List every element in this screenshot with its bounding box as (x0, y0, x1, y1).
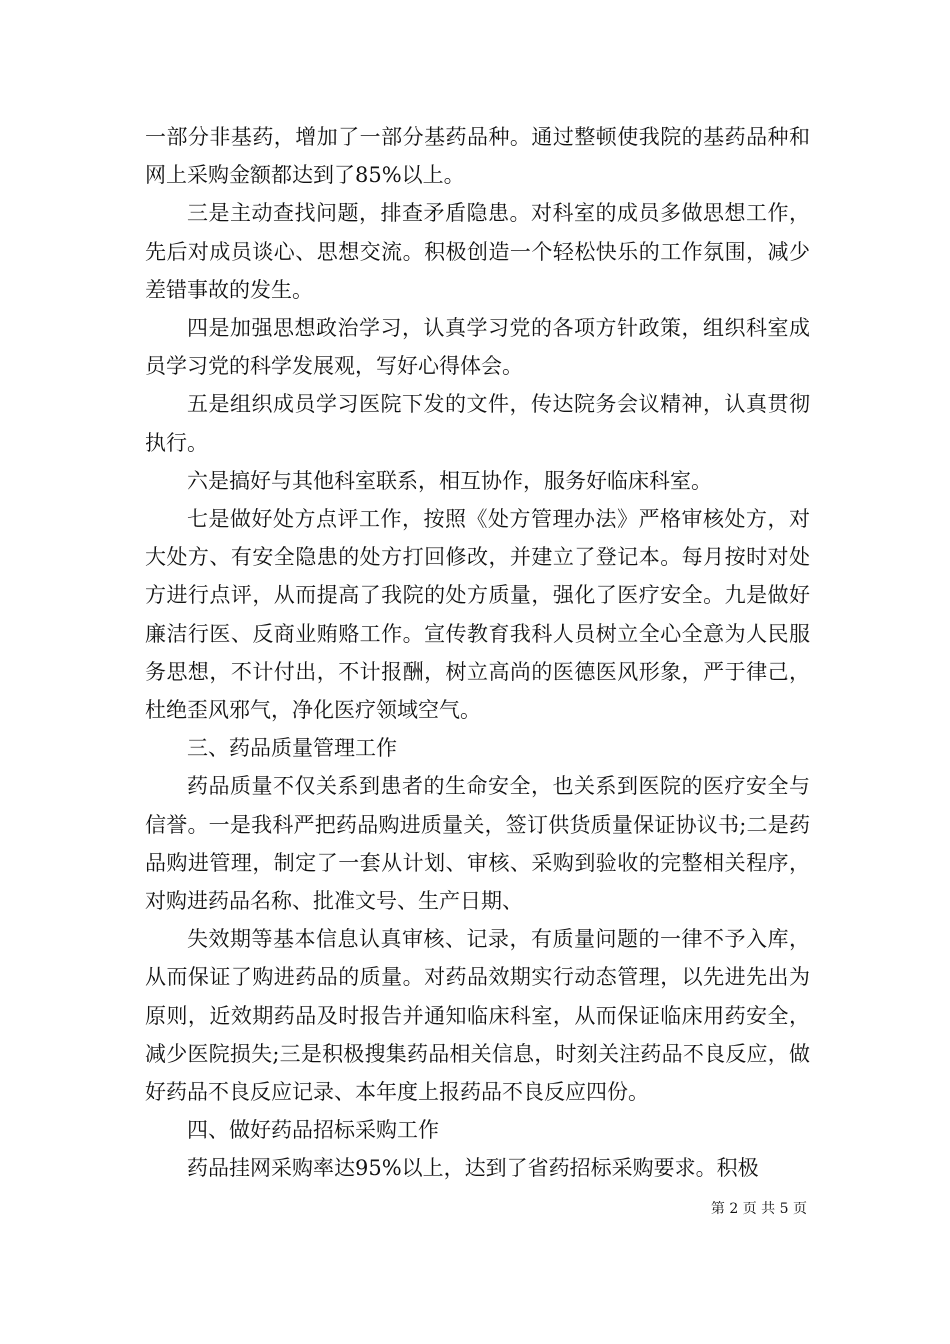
paragraph-5: 六是搞好与其他科室联系，相互协作，服务好临床科室。 (187, 468, 712, 493)
paragraph-6: 七是做好处方点评工作，按照《处方管理办法》严格审核处方，对大处方、有安全隐患的处方打回修改，并建立了登记本。每月按时对处方进行点评，从而提高了我院的处方质量，强化了医疗安全。九是做好廉洁行医、反商业贿赂工作。宣传教育我科人员树立全心全意为人民服务思想，不计付出，不计报酬，树立高尚的医德医风形象，严于律己，杜绝歪风邪气，净化医疗领域空气。 (145, 507, 810, 723)
paragraph-8: 药品质量不仅关系到患者的生命安全，也关系到医院的医疗安全与信誉。一是我科严把药品购进质量关，签订供货质量保证协议书;二是药品购进管理，制定了一套从计划、审核、采购到验收的完整相关程序，对购进药品名称、批准文号、生产日期、 (145, 774, 810, 914)
paragraph-1: 一部分非基药，增加了一部分基药品种。通过整顿使我院的基药品种和网上采购金额都达到了85%以上。 (145, 125, 810, 188)
document-body (145, 118, 810, 1188)
section-heading-4: 四、做好药品招标采购工作 (187, 1118, 439, 1143)
paragraph-11: 药品挂网采购率达95%以上，达到了省药招标采购要求。积极 (187, 1156, 759, 1181)
paragraph-2: 三是主动查找问题，排查矛盾隐患。对科室的成员多做思想工作，先后对成员谈心、思想交流。积极创造一个轻松快乐的工作氛围，减少差错事故的发生。 (145, 201, 810, 302)
section-heading-3: 三、药品质量管理工作 (187, 736, 397, 761)
paragraph-3: 四是加强思想政治学习，认真学习党的各项方针政策，组织科室成员学习党的科学发展观，写好心得体会。 (145, 316, 810, 379)
page-number-footer: 第 2 页 共 5 页 (710, 1201, 807, 1217)
paragraph-9: 失效期等基本信息认真审核、记录，有质量问题的一律不予入库，从而保证了购进药品的质量。对药品效期实行动态管理，以先进先出为原则，近效期药品及时报告并通知临床科室，从而保证临床用药安全，减少医院损失;三是积极搜集药品相关信息，时刻关注药品不良反应，做好药品不良反应记录、本年度上报药品不良反应四份。 (145, 927, 810, 1105)
paragraph-4: 五是组织成员学习医院下发的文件，传达院务会议精神，认真贯彻执行。 (145, 392, 810, 455)
